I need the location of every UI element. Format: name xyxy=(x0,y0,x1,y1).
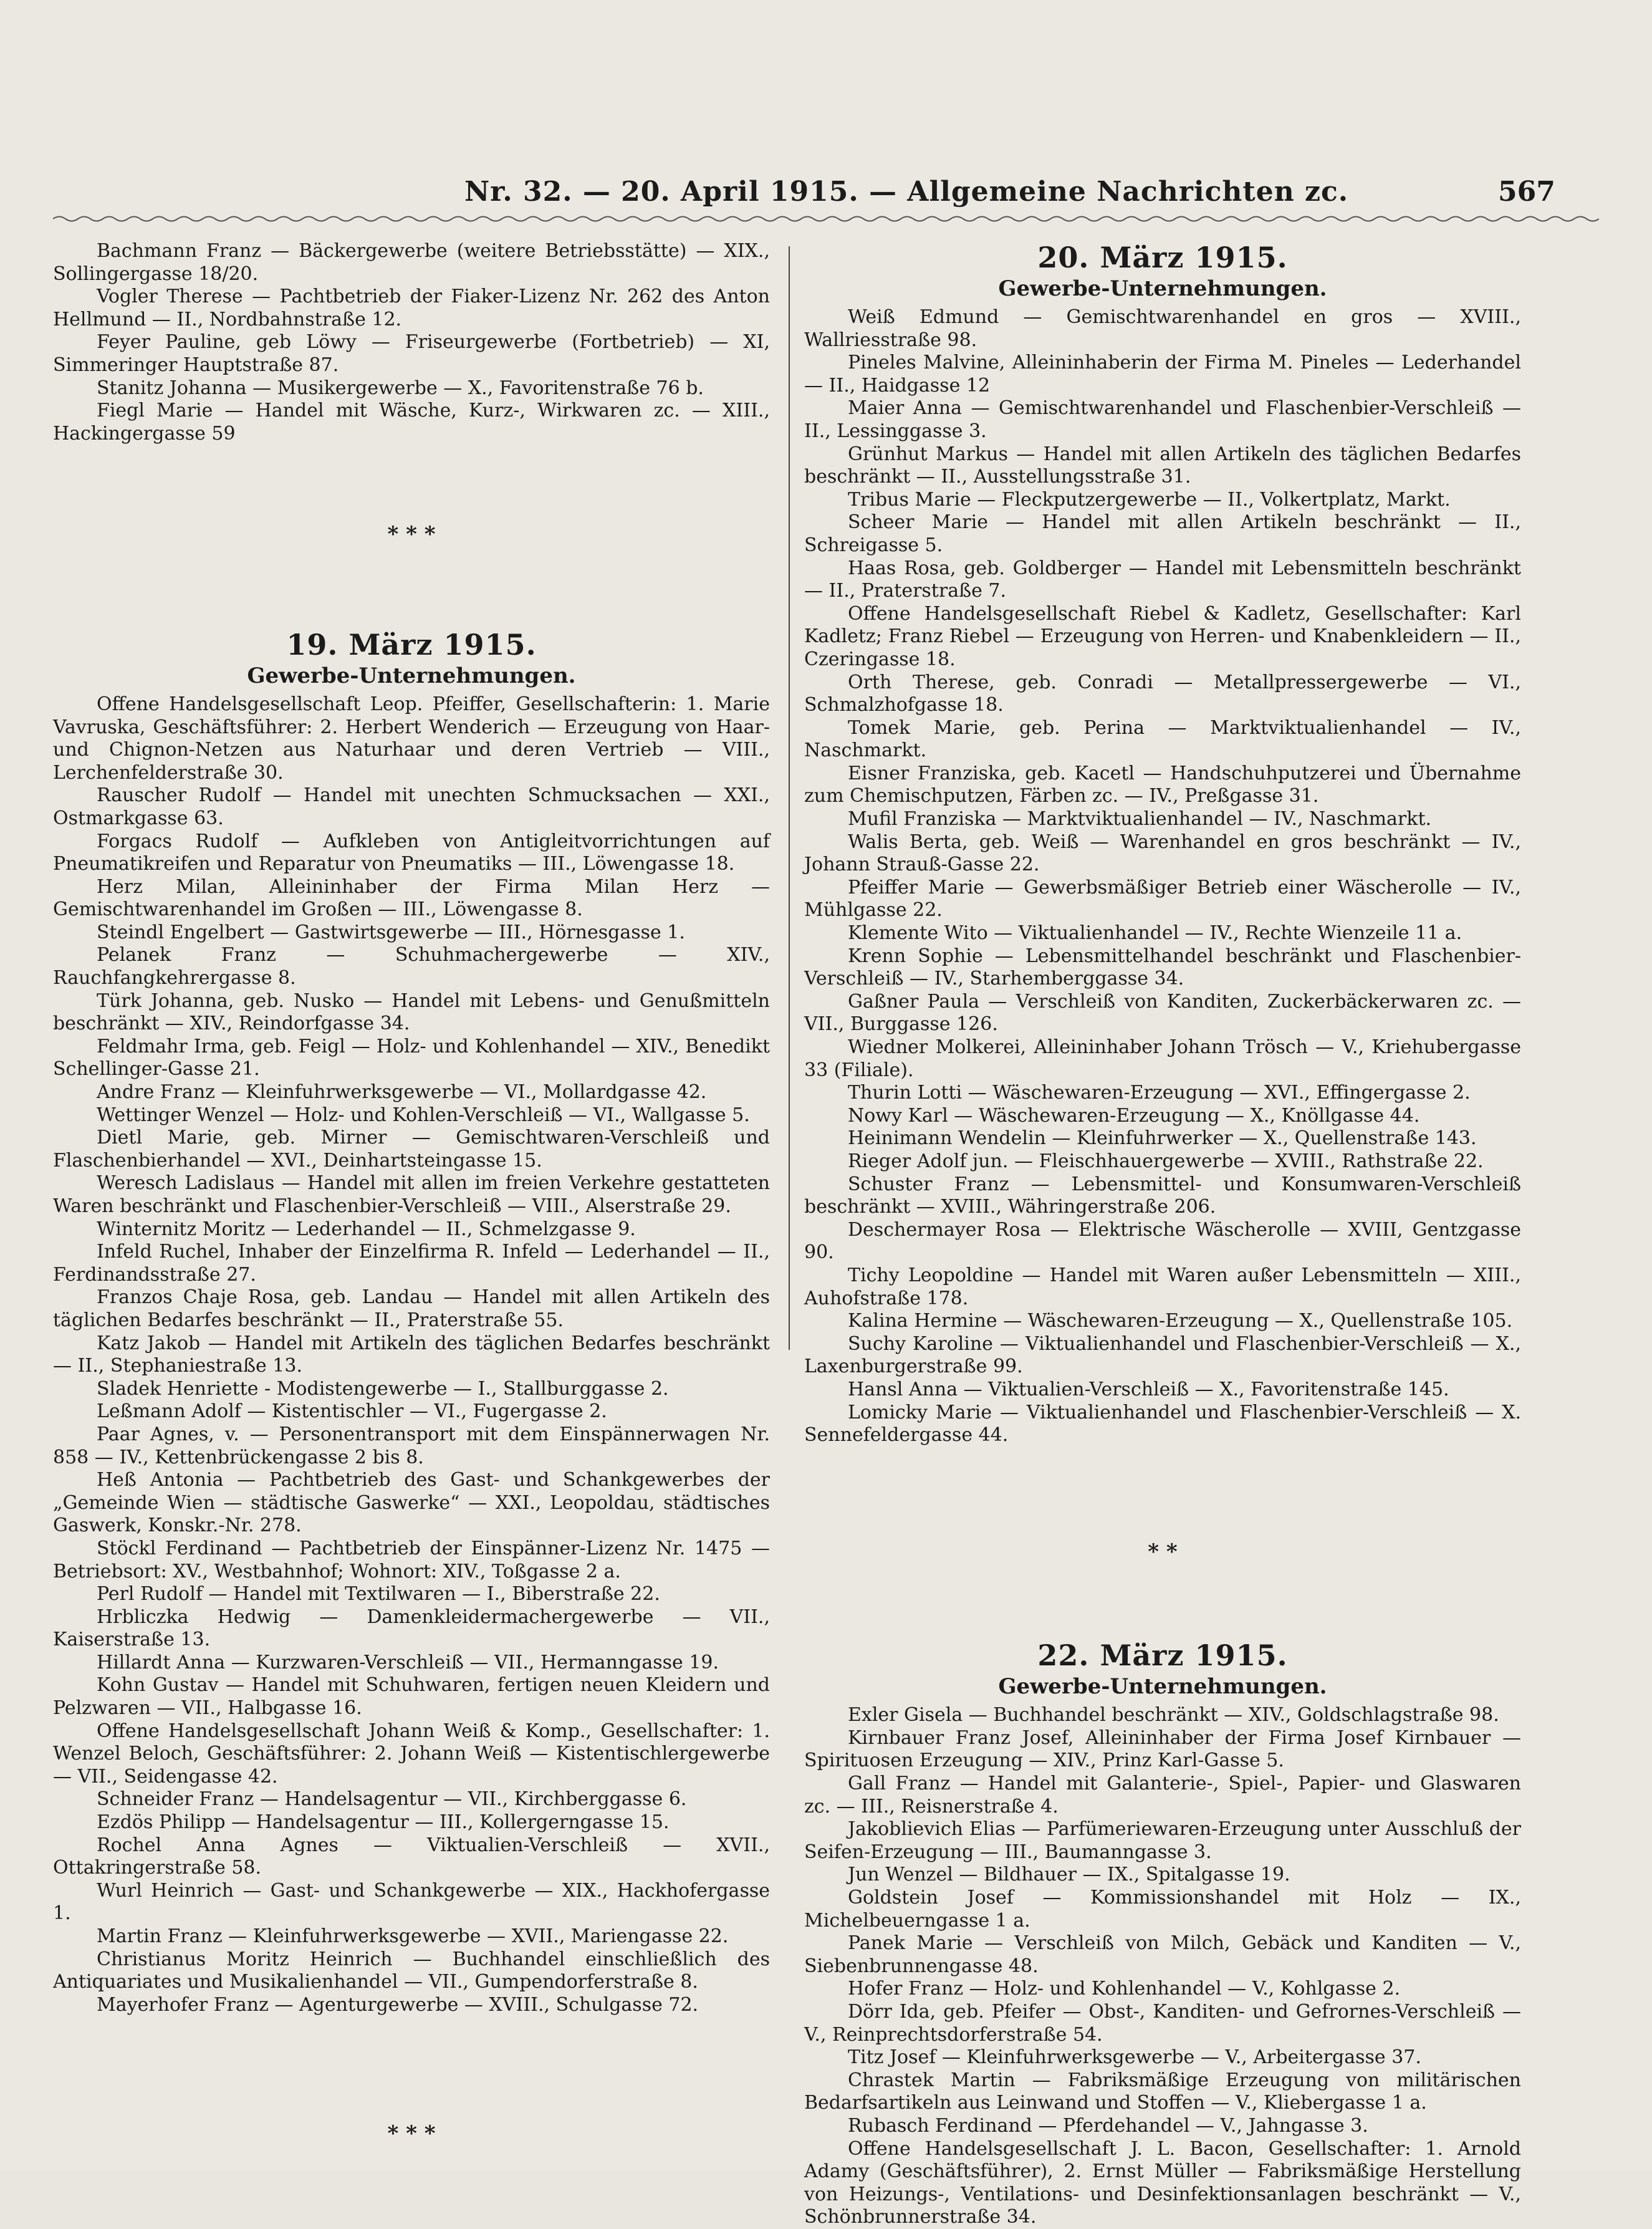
entry: Winternitz Moritz — Lederhandel — II., Schmelzgasse 9. xyxy=(97,1218,636,1240)
entry: Offene Handelsgesellschaft J. L. Bacon, Gesellschafter: 1. Arnold Adamy (Geschäftsführer), 2. Ernst Müller — Fabriksmäßige Herstellung von Heizungs-, Ventilations- und Desinfektionsanlagen beschränkt — V., Schönbrunnerstraße 34. xyxy=(804,2137,1521,2228)
section-date-heading: 20. März 1915. xyxy=(1037,241,1288,274)
entry: Leßmann Adolf — Kistentischler — VI., Fugergasse 2. xyxy=(97,1400,607,1423)
entry: Maier Anna — Gemischtwarenhandel und Flaschenbier-Verschleiß — II., Lessinggasse 3. xyxy=(804,397,1521,442)
entry: Tichy Leopoldine — Handel mit Waren außer Lebensmitteln — XIII., Auhofstraße 178. xyxy=(804,1264,1521,1309)
entry: Klemente Wito — Viktualienhandel — IV., Rechte Wienzeile 11 a. xyxy=(848,922,1462,945)
entry: Wettinger Wenzel — Holz- und Kohlen-Verschleiß — VI., Wallgasse 5. xyxy=(97,1104,750,1126)
entry: Suchy Karoline — Viktualienhandel und Flaschenbier-Verschleiß — X., Laxenburgerstraße 99. xyxy=(804,1332,1521,1378)
section-subheading: Gewerbe-Unternehmungen. xyxy=(998,1674,1327,1700)
section-date-heading: 22. März 1915. xyxy=(1037,1639,1288,1673)
section-subheading: Gewerbe-Unternehmungen. xyxy=(247,663,576,688)
entry: Bachmann Franz — Bäckergewerbe (weitere Betriebsstätte) — XIX., Sollingergasse 18/20. xyxy=(53,240,770,285)
entry: Gall Franz — Handel mit Galanterie-, Spiel-, Papier- und Glaswaren zc. — III., Reisnerstraße 4. xyxy=(804,1773,1521,1817)
entry: Hillardt Anna — Kurzwaren-Verschleiß — VII., Hermanngasse 19. xyxy=(97,1651,719,1673)
section-date-heading: 19. März 1915. xyxy=(286,627,537,662)
entry: Christianus Moritz Heinrich — Buchhandel einschließlich des Antiquariates und Musikalienhandel — VII., Gumpendorferstraße 8. xyxy=(53,1948,770,1993)
entry: Orth Therese, geb. Conradi — Metallpressergewerbe — VI., Schmalzhofgasse 18. xyxy=(804,671,1521,716)
entry: Weresch Ladislaus — Handel mit allen im freien Verkehre gestatteten Waren beschränkt und Flaschenbier-Verschleiß — VIII., Alserstraße 29. xyxy=(53,1172,770,1217)
section-separator-stars: * * xyxy=(1148,1539,1178,1564)
entry: Schuster Franz — Lebensmittel- und Konsumwaren-Verschleiß beschränkt — XVIII., Währingerstraße 206. xyxy=(804,1173,1521,1218)
entry: Herz Milan, Alleininhaber der Firma Milan Herz — Gemischtwarenhandel im Großen — III., Löwengasse 8. xyxy=(53,875,770,921)
entry: Andre Franz — Kleinfuhrwerksgewerbe — VI., Mollardgasse 42. xyxy=(97,1081,707,1104)
entry: Rauscher Rudolf — Handel mit unechten Schmucksachen — XXI., Ostmarkgasse 63. xyxy=(53,784,770,829)
entry: Martin Franz — Kleinfuhrwerksgewerbe — XVII., Mariengasse 22. xyxy=(97,1925,729,1947)
entry: Sladek Henriette - Modistengewerbe — I., Stallburggasse 2. xyxy=(97,1377,669,1400)
entry: Paar Agnes, v. — Personentransport mit dem Einspännerwagen Nr. 858 — IV., Kettenbrückengasse 2 bis 8. xyxy=(53,1423,770,1468)
entry: Lomicky Marie — Viktualienhandel und Flaschenbier-Verschleiß — X. Sennefeldergasse 44. xyxy=(804,1401,1521,1447)
section-separator-stars: * * * xyxy=(387,2121,436,2147)
entry: Walis Berta, geb. Weiß — Warenhandel en gros beschränkt — IV., Johann Strauß-Gasse 22. xyxy=(804,830,1521,876)
entry: Nowy Karl — Wäschewaren-Erzeugung — X., Knöllgasse 44. xyxy=(848,1104,1420,1127)
entry: Wurl Heinrich — Gast- und Schankgewerbe — XIX., Hackhofergasse 1. xyxy=(53,1879,770,1925)
entry: Fiegl Marie — Handel mit Wäsche, Kurz-, Wirkwaren zc. — XIII., Hackingergasse 59 xyxy=(53,400,770,445)
entry: Jun Wenzel — Bildhauer — IX., Spitalgasse 19. xyxy=(848,1864,1290,1886)
entry: Steindl Engelbert — Gastwirtsgewerbe — III., Hörnesgasse 1. xyxy=(97,921,685,943)
entry: Pfeiffer Marie — Gewerbsmäßiger Betrieb einer Wäscherolle — IV., Mühlgasse 22. xyxy=(804,876,1521,922)
section-separator-stars: * * * xyxy=(387,522,436,547)
entry: Haas Rosa, geb. Goldberger — Handel mit Lebensmitteln beschränkt — II., Praterstraße 7. xyxy=(804,557,1521,602)
entry: Feldmahr Irma, geb. Feigl — Holz- und Kohlenhandel — XIV., Benedikt Schellinger-Gasse 21. xyxy=(53,1035,770,1081)
entry: Heß Antonia — Pachtbetrieb des Gast- und Schankgewerbes der „Gemeinde Wien — städtische Gaswerke“ — XXI., Leopoldau, städtisches Gaswerk, Konskr.-Nr. 278. xyxy=(53,1469,770,1537)
entry: Dietl Marie, geb. Mirner — Gemischtwaren-Verschleiß und Flaschenbierhandel — XVI., Deinhartsteingasse 15. xyxy=(53,1127,770,1172)
entry: Wiedner Molkerei, Alleininhaber Johann Trösch — V., Kriehubergasse 33 (Filiale). xyxy=(804,1036,1521,1081)
page-header xyxy=(0,176,1652,213)
entry: Stöckl Ferdinand — Pachtbetrieb der Einspänner-Lizenz Nr. 1475 — Betriebsort: XV., Westbahnhof; Wohnort: XIV., Toßgasse 2 a. xyxy=(53,1537,770,1582)
entry: Infeld Ruchel, Inhaber der Einzelfirma R. Infeld — Lederhandel — II., Ferdinandsstraße 27. xyxy=(53,1241,770,1286)
entry: Weiß Edmund — Gemischtwarenhandel en gros — XVIII., Wallriesstraße 98. xyxy=(804,306,1521,351)
entry: Pelanek Franz — Schuhmachergewerbe — XIV., Rauchfangkehrergasse 8. xyxy=(53,944,770,989)
entry: Eisner Franziska, geb. Kacetl — Handschuhputzerei und Übernahme zum Chemischputzen, Färben zc. — IV., Preßgasse 31. xyxy=(804,762,1521,807)
entry: Thurin Lotti — Wäschewaren-Erzeugung — XVI., Effingergasse 2. xyxy=(848,1082,1471,1104)
entry: Gaßner Paula — Verschleiß von Kanditen, Zuckerbäckerwaren zc. — VII., Burggasse 126. xyxy=(804,990,1521,1036)
entry: Heinimann Wendelin — Kleinfuhrwerker — X., Quellenstraße 143. xyxy=(848,1127,1477,1150)
entry: Hansl Anna — Viktualien-Verschleiß — X., Favoritenstraße 145. xyxy=(848,1378,1449,1400)
entry: Vogler Therese — Pachtbetrieb der Fiaker-Lizenz Nr. 262 des Anton Hellmund — II., Nordbahnstraße 12. xyxy=(53,286,770,330)
entry: Hofer Franz — Holz- und Kohlenhandel — V., Kohlgasse 2. xyxy=(848,1978,1401,2000)
entry: Hrbliczka Hedwig — Damenkleidermachergewerbe — VII., Kaiserstraße 13. xyxy=(53,1606,770,1651)
entry: Titz Josef — Kleinfuhrwerksgewerbe — V., Arbeitergasse 37. xyxy=(848,2046,1421,2069)
page-number: 567 xyxy=(1498,176,1555,208)
section-subheading: Gewerbe-Unternehmungen. xyxy=(998,276,1327,301)
entry: Stanitz Johanna — Musikergewerbe — X., Favoritenstraße 76 b. xyxy=(97,377,704,399)
entry: Jakoblievich Elias — Parfümeriewaren-Erzeugung unter Ausschluß der Seifen-Erzeugung — III., Baumanngasse 3. xyxy=(804,1818,1521,1863)
entry: Perl Rudolf — Handel mit Textilwaren — I., Biberstraße 22. xyxy=(97,1583,660,1606)
entry: Dörr Ida, geb. Pfeifer — Obst-, Kanditen- und Gefrornes-Verschleiß — V., Reinprechtsdorferstraße 54. xyxy=(804,2001,1521,2046)
entry: Ezdös Philipp — Handelsagentur — III., Kollergerngasse 15. xyxy=(97,1811,670,1834)
entry: Mayerhofer Franz — Agenturgewerbe — XVIII., Schulgasse 72. xyxy=(97,1993,699,2016)
entry: Feyer Pauline, geb Löwy — Friseurgewerbe (Fortbetrieb) — XI, Simmeringer Hauptstraße 87. xyxy=(53,331,770,376)
header-title: Nr. 32. — 20. April 1915. — Allgemeine Nachrichten zc. xyxy=(464,176,1349,208)
entry: Chrastek Martin — Fabriksmäßige Erzeugung von militärischen Bedarfsartikeln aus Leinwand und Stoffen — V., Kliebergasse 1 a. xyxy=(804,2069,1521,2114)
entry: Tribus Marie — Fleckputzergewerbe — II., Volkertplatz, Markt. xyxy=(848,488,1451,511)
entry: Forgacs Rudolf — Aufkleben von Antigleitvorrichtungen auf Pneumatikreifen und Reparatur von Pneumatiks — III., Löwengasse 18. xyxy=(53,830,770,875)
entry: Franzos Chaje Rosa, geb. Landau — Handel mit allen Artikeln des täglichen Bedarfes beschränkt — II., Praterstraße 55. xyxy=(53,1286,770,1331)
entry: Offene Handelsgesellschaft Riebel & Kadletz, Gesellschafter: Karl Kadletz; Franz Riebel — Erzeugung von Herren- und Knabenkleidern — II., Czeringasse 18. xyxy=(804,602,1521,670)
entry: Kirnbauer Franz Josef, Alleininhaber der Firma Josef Kirnbauer — Spirituosen Erzeugung — XIV., Prinz Karl-Gasse 5. xyxy=(804,1726,1521,1772)
entry: Türk Johanna, geb. Nusko — Handel mit Lebens- und Genußmitteln beschränkt — XIV., Reindorfgasse 34. xyxy=(53,989,770,1035)
entry: Tomek Marie, geb. Perina — Marktviktualienhandel — IV., Naschmarkt. xyxy=(804,716,1521,762)
entry: Offene Handelsgesellschaft Johann Weiß & Komp., Gesellschafter: 1. Wenzel Beloch, Geschäftsführer: 2. Johann Weiß — Kistentischlergewerbe — VII., Seidengasse 42. xyxy=(53,1720,770,1788)
entry: Krenn Sophie — Lebensmittelhandel beschränkt und Flaschenbier-Verschleiß — IV., Starhemberggasse 34. xyxy=(804,945,1521,990)
entry: Goldstein Josef — Kommissionshandel mit Holz — IX., Michelbeuerngasse 1 a. xyxy=(804,1887,1521,1932)
entry: Offene Handelsgesellschaft Leop. Pfeiffer, Gesellschafterin: 1. Marie Vavruska, Geschäftsführer: 2. Herbert Wenderich — Erzeugung von Haar- und Chignon-Netzen aus Naturhaar und deren Vertrieb — VIII., Lerchenfelderstraße 30. xyxy=(53,693,770,784)
right-column xyxy=(804,240,1521,2229)
left-column xyxy=(53,240,770,2145)
entry: Kalina Hermine — Wäschewaren-Erzeugung — X., Quellenstraße 105. xyxy=(848,1310,1513,1332)
column-divider xyxy=(789,246,790,1350)
entry: Rochel Anna Agnes — Viktualien-Verschleiß — XVII., Ottakringerstraße 58. xyxy=(53,1834,770,1879)
entry: Panek Marie — Verschleiß von Milch, Gebäck und Kanditen — V., Siebenbrunnengasse 48. xyxy=(804,1932,1521,1977)
entry: Scheer Marie — Handel mit allen Artikeln beschränkt — II., Schreigasse 5. xyxy=(804,511,1521,556)
entry: Kohn Gustav — Handel mit Schuhwaren, fertigen neuen Kleidern und Pelzwaren — VII., Halbgasse 16. xyxy=(53,1674,770,1720)
entry: Mufil Franziska — Marktviktualienhandel — IV., Naschmarkt. xyxy=(848,808,1432,830)
entry: Rubasch Ferdinand — Pferdehandel — V., Jahngasse 3. xyxy=(848,2114,1368,2137)
entry: Katz Jakob — Handel mit Artikeln des täglichen Bedarfes beschränkt — II., Stephaniestraße 13. xyxy=(53,1332,770,1377)
header-rule xyxy=(53,214,1599,223)
entry: Pineles Malvine, Alleininhaberin der Firma M. Pineles — Lederhandel — II., Haidgasse 12 xyxy=(804,352,1521,397)
entry: Rieger Adolf jun. — Fleischhauergewerbe — XVIII., Rathstraße 22. xyxy=(848,1150,1484,1172)
entry: Exler Gisela — Buchhandel beschränkt — XIV., Goldschlagstraße 98. xyxy=(848,1704,1499,1726)
entry: Deschermayer Rosa — Elektrische Wäscherolle — XVIII, Gentzgasse 90. xyxy=(804,1218,1521,1264)
entry: Schneider Franz — Handelsagentur — VII., Kirchberggasse 6. xyxy=(97,1788,687,1811)
entry: Grünhut Markus — Handel mit allen Artikeln des täglichen Bedarfes beschränkt — II., Ausstellungsstraße 31. xyxy=(804,443,1521,488)
